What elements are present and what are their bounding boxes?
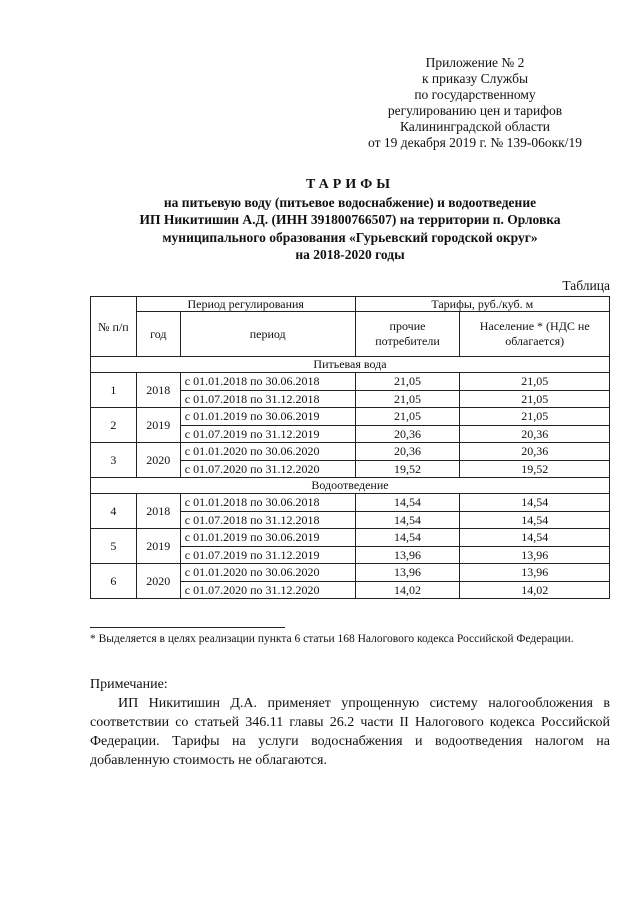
row-period: с 01.07.2018 по 31.12.2018 [180, 511, 355, 529]
table-row [91, 443, 610, 461]
row-number: 3 [91, 443, 137, 478]
row-period: с 01.01.2020 по 30.06.2020 [180, 443, 355, 461]
appendix-reference [340, 55, 610, 151]
row-other-tariff: 21,05 [355, 373, 460, 391]
row-number: 5 [91, 529, 137, 564]
row-population-tariff: 14,02 [460, 581, 610, 599]
row-period: с 01.07.2020 по 31.12.2020 [180, 581, 355, 599]
header-other-consumers: прочие потребители [355, 312, 460, 357]
table-row [91, 408, 610, 426]
title-line: на 2018-2020 годы [295, 247, 405, 262]
row-other-tariff: 14,54 [355, 511, 460, 529]
row-other-tariff: 13,96 [355, 564, 460, 582]
row-year: 2018 [136, 494, 180, 529]
row-number: 6 [91, 564, 137, 599]
row-period: с 01.01.2019 по 30.06.2019 [180, 529, 355, 547]
footnote-divider [90, 627, 285, 628]
row-year: 2019 [136, 529, 180, 564]
footnote: * Выделяется в целях реализации пункта 6 статьи 168 Налогового кодекса Российской Федерации. [90, 633, 574, 645]
row-other-tariff: 20,36 [355, 425, 460, 443]
row-number: 1 [91, 373, 137, 408]
row-population-tariff: 13,96 [460, 564, 610, 582]
note-text: ИП Никитишин Д.А. применяет упрощенную систему налогообложения в соответствии со статьей 346.11 главы 26.2 части II Налогового кодекса Российской Федерации. Тарифы на услуги водоснабжения и водоотведения налогом на добавленную стоимость не облагаются. [90, 696, 610, 768]
appendix-line: регулированию цен и тарифов [387, 103, 563, 118]
row-other-tariff: 20,36 [355, 443, 460, 461]
row-population-tariff: 20,36 [460, 425, 610, 443]
title-line: на питьевую воду (питьевое водоснабжение) и водоотведение [163, 194, 537, 210]
table-caption: Таблица [562, 278, 610, 293]
appendix-line: по государственному [414, 87, 536, 102]
row-population-tariff: 19,52 [460, 460, 610, 478]
row-other-tariff: 14,02 [355, 581, 460, 599]
row-other-tariff: 13,96 [355, 546, 460, 564]
appendix-line: Калининградской области [399, 119, 551, 134]
header-num: № п/п [91, 297, 137, 357]
row-period: с 01.07.2020 по 31.12.2020 [180, 460, 355, 478]
row-population-tariff: 21,05 [460, 390, 610, 408]
row-other-tariff: 14,54 [355, 529, 460, 547]
section-row [91, 357, 610, 373]
row-year: 2020 [136, 564, 180, 599]
note-heading: Примечание: [90, 677, 168, 692]
table-row [91, 373, 610, 391]
row-other-tariff: 21,05 [355, 390, 460, 408]
section-row [91, 478, 610, 494]
tariffs-table [90, 296, 610, 599]
row-period: с 01.07.2018 по 31.12.2018 [180, 390, 355, 408]
row-period: с 01.07.2019 по 31.12.2019 [180, 546, 355, 564]
row-period: с 01.01.2019 по 30.06.2019 [180, 408, 355, 426]
table-header-row [91, 297, 610, 312]
section-title: Питьевая вода [91, 357, 610, 373]
appendix-line: от 19 декабря 2019 г. № 139-06окк/19 [368, 135, 582, 150]
table-row [91, 494, 610, 512]
row-period: с 01.01.2018 по 30.06.2018 [180, 494, 355, 512]
title-heading: ТАРИФЫ [306, 177, 394, 192]
header-year: год [136, 312, 180, 357]
section-title: Водоотведение [91, 478, 610, 494]
header-period: период [180, 312, 355, 357]
title-line: муниципального образования «Гурьевский городской округ» [162, 229, 538, 245]
table-header-row [91, 312, 610, 357]
row-period: с 01.07.2019 по 31.12.2019 [180, 425, 355, 443]
row-population-tariff: 21,05 [460, 373, 610, 391]
row-number: 4 [91, 494, 137, 529]
row-other-tariff: 19,52 [355, 460, 460, 478]
table-row [91, 564, 610, 582]
row-population-tariff: 21,05 [460, 408, 610, 426]
document-title [60, 176, 640, 264]
title-line: ИП Никитишин А.Д. (ИНН 391800766507) на территории п. Орловка [139, 212, 561, 227]
row-year: 2020 [136, 443, 180, 478]
row-other-tariff: 14,54 [355, 494, 460, 512]
appendix-line: к приказу Службы [421, 71, 529, 86]
row-number: 2 [91, 408, 137, 443]
row-other-tariff: 21,05 [355, 408, 460, 426]
row-population-tariff: 20,36 [460, 443, 610, 461]
row-year: 2019 [136, 408, 180, 443]
row-population-tariff: 14,54 [460, 494, 610, 512]
table-row [91, 529, 610, 547]
row-population-tariff: 14,54 [460, 529, 610, 547]
row-population-tariff: 14,54 [460, 511, 610, 529]
header-tariffs-group: Тарифы, руб./куб. м [355, 297, 609, 312]
row-population-tariff: 13,96 [460, 546, 610, 564]
appendix-line: Приложение № 2 [425, 55, 525, 70]
header-period-group: Период регулирования [136, 297, 355, 312]
row-period: с 01.01.2018 по 30.06.2018 [180, 373, 355, 391]
header-population: Население * (НДС не облагается) [460, 312, 610, 357]
row-year: 2018 [136, 373, 180, 408]
row-period: с 01.01.2020 по 30.06.2020 [180, 564, 355, 582]
